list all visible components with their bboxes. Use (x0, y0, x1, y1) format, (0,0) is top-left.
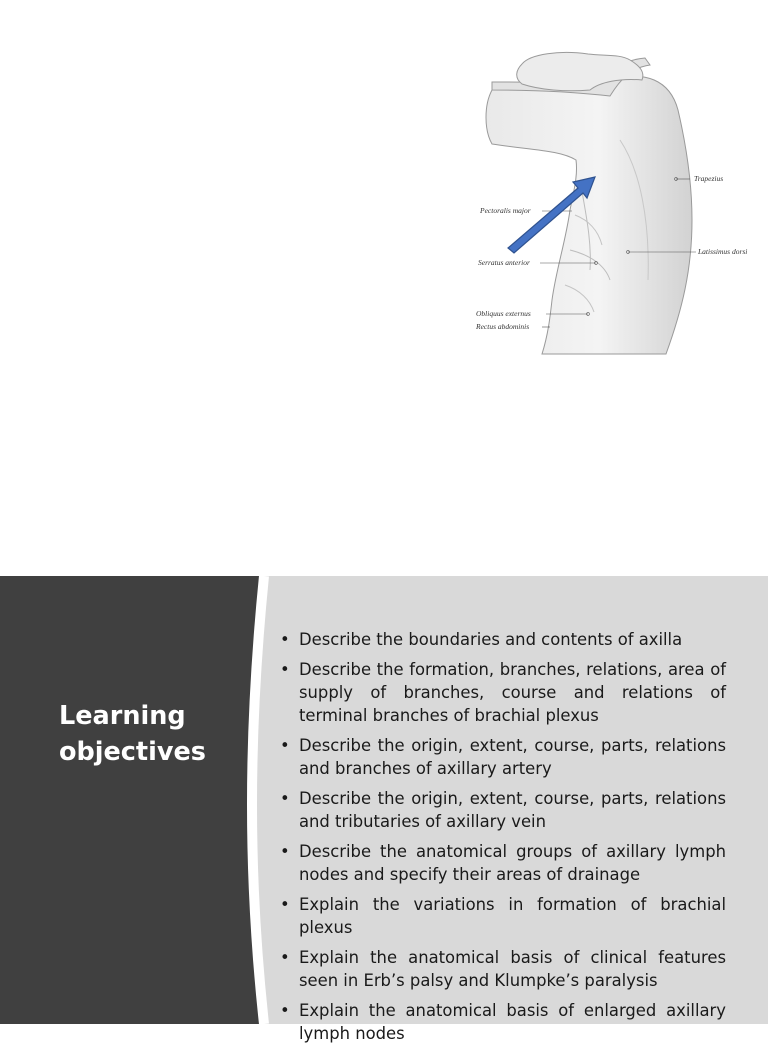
bullet-icon: • (280, 736, 290, 755)
objective-item (280, 840, 726, 886)
bullet-icon: • (280, 630, 290, 649)
objective-text: Describe the origin, extent, course, parts, relations and tributaries of axillary vein (299, 789, 726, 831)
label-trapezius: Trapezius (694, 174, 724, 183)
bullet-icon: • (280, 948, 290, 967)
label-serratus-anterior: Serratus anterior (478, 258, 530, 267)
label-obliquus-externus: Obliquus externus (476, 309, 531, 318)
objective-text: Describe the origin, extent, course, parts, relations and branches of axillary artery (299, 736, 726, 778)
label-rectus-abdominis: Rectus abdominis (476, 322, 530, 331)
label-pectoralis-major: Pectoralis major (480, 206, 531, 215)
objective-item (280, 787, 726, 833)
objective-text: Describe the boundaries and contents of axilla (299, 630, 683, 649)
objective-item (280, 893, 726, 939)
bullet-icon: • (280, 660, 290, 679)
slide-title: Learning objectives (59, 701, 206, 767)
objective-text: Explain the variations in formation of brachial plexus (299, 895, 726, 937)
bullet-icon: • (280, 842, 290, 861)
objectives-list (280, 628, 726, 1052)
objective-text: Explain the anatomical basis of clinical features seen in Erb’s palsy and Klumpke’s paralysis (299, 948, 726, 990)
objective-text: Describe the formation, branches, relations, area of supply of branches, course and relations of terminal branches of brachial plexus (299, 660, 726, 725)
objective-item (280, 628, 726, 651)
bullet-icon: • (280, 789, 290, 808)
objective-item (280, 658, 726, 727)
label-latissimus-dorsi: Latissimus dorsi (698, 247, 748, 256)
objective-item (280, 999, 726, 1045)
objective-item (280, 946, 726, 992)
bullet-icon: • (280, 1001, 290, 1020)
bullet-icon: • (280, 895, 290, 914)
objective-text: Describe the anatomical groups of axillary lymph nodes and specify their areas of drainage (299, 842, 726, 884)
objective-text: Explain the anatomical basis of enlarged axillary lymph nodes (299, 1001, 726, 1043)
objective-item (280, 734, 726, 780)
anatomy-illustration (470, 50, 768, 360)
slide-2 (0, 576, 768, 1043)
axilla-arrow (470, 50, 768, 360)
